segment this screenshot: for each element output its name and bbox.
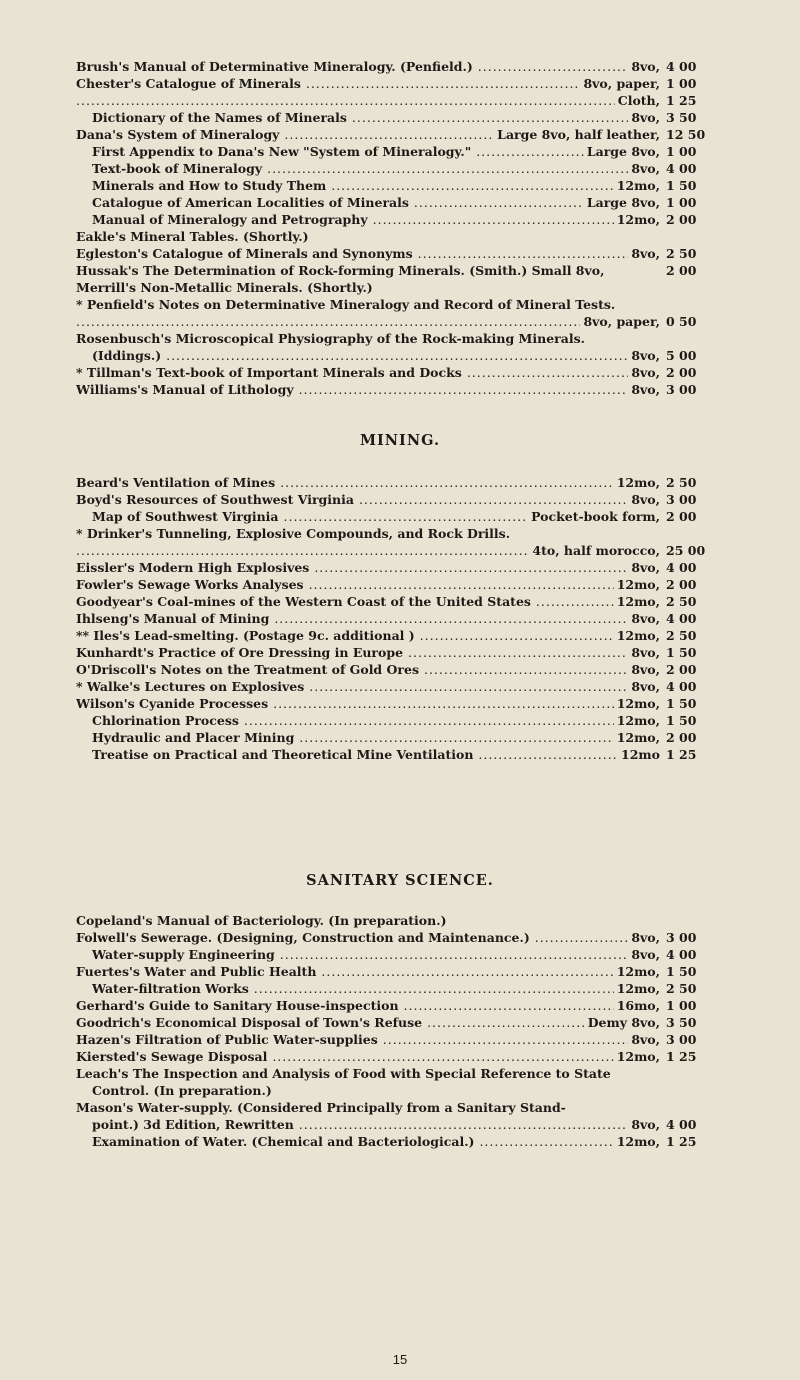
list-item: [76, 347, 728, 364]
entry-tail: [614, 997, 728, 1014]
list-item: [76, 262, 728, 279]
entry-title: Egleston's Catalogue of Minerals and Synonyms .....: [76, 246, 728, 261]
list-item: [76, 963, 728, 980]
entry-title: Dictionary of the Names of Minerals .....: [76, 110, 728, 125]
list-item: [76, 997, 728, 1014]
entry-tail: [585, 1014, 728, 1031]
list-item: [76, 1082, 728, 1099]
entry-price: 1 25: [666, 1134, 697, 1149]
entry-format: 12mo,: [616, 981, 660, 996]
entry-title: Beard's Ventilation of Mines .....: [76, 475, 728, 490]
entry-price: 1 25: [666, 93, 697, 108]
list-item: [76, 211, 728, 228]
entry-tail: [628, 160, 728, 177]
entry-price: 1 25: [666, 1049, 697, 1064]
entry-format: 12mo,: [616, 730, 660, 745]
entry-title: Folwell's Sewerage. (Designing, Construction and Maintenance.) .....: [76, 930, 728, 945]
entry-tail: [614, 963, 728, 980]
entry-tail: [584, 194, 728, 211]
entry-tail: [628, 559, 728, 576]
entry-format: 8vo,: [631, 611, 660, 626]
entry-title: Merrill's Non-Metallic Minerals. (Shortly.): [76, 280, 373, 295]
entry-title: O'Driscoll's Notes on the Treatment of Gold Ores .....: [76, 662, 728, 677]
entry-price: 2 50: [666, 628, 697, 643]
mining-list: [76, 474, 728, 763]
entry-tail: [628, 1031, 728, 1048]
entry-format: 8vo,: [631, 560, 660, 575]
entry-format: 8vo,: [631, 930, 660, 945]
entry-title: Chester's Catalogue of Minerals .....: [76, 76, 728, 91]
entry-format: 12mo,: [616, 1049, 660, 1064]
list-item: [76, 946, 728, 963]
entry-tail: [614, 729, 728, 746]
entry-format: 16mo,: [616, 998, 660, 1013]
list-item: [76, 912, 728, 929]
page-number: 15: [392, 1352, 408, 1367]
entry-format: 8vo, paper,: [583, 76, 660, 91]
list-item: [76, 381, 728, 398]
entry-format: 12mo,: [616, 178, 660, 193]
entry-format: Large 8vo, half leather,: [497, 127, 660, 142]
list-item: [76, 508, 728, 525]
entry-tail: [614, 1133, 728, 1150]
entry-price: 3 00: [666, 1032, 697, 1047]
list-item: [76, 58, 728, 75]
entry-tail: [614, 627, 728, 644]
list-item: [76, 593, 728, 610]
entry-price: 3 00: [666, 492, 697, 507]
entry-format: 12mo,: [616, 964, 660, 979]
list-item: [76, 610, 728, 627]
entry-tail: [584, 143, 728, 160]
entry-format: 8vo,: [631, 679, 660, 694]
entry-price: 1 00: [666, 76, 697, 91]
entry-format: 8vo,: [631, 110, 660, 125]
entry-format: 8vo,: [631, 365, 660, 380]
mineralogy-list: [76, 58, 728, 398]
entry-title: * Drinker's Tunneling, Explosive Compounds, and Rock Drills.: [76, 526, 511, 541]
entry-price: 25 00: [666, 543, 706, 558]
list-item: [76, 330, 728, 347]
entry-format: 8vo,: [631, 1032, 660, 1047]
entry-price: 4 00: [666, 59, 697, 74]
entry-title: Goodrich's Economical Disposal of Town's Refuse .....: [76, 1015, 728, 1030]
entry-tail: [657, 228, 728, 245]
entry-price: 3 50: [666, 110, 697, 125]
entry-format: 8vo, paper,: [583, 314, 660, 329]
list-item: [76, 542, 728, 559]
entry-tail: [628, 109, 728, 126]
entry-tail: [628, 347, 728, 364]
entry-price: 1 25: [666, 747, 697, 762]
entry-format: 8vo,: [631, 662, 660, 677]
entry-title: point.) 3d Edition, Rewritten .....: [76, 1117, 728, 1132]
entry-tail: [614, 712, 728, 729]
entry-title: Water-filtration Works .....: [76, 981, 728, 996]
entry-title: Manual of Mineralogy and Petrography .....: [76, 212, 728, 227]
entry-format: Pocket-book form,: [531, 509, 660, 524]
entry-tail: [614, 576, 728, 593]
entry-tail: [628, 946, 728, 963]
entry-tail: [614, 177, 728, 194]
entry-price: 2 00: [666, 509, 697, 524]
entry-tail: [614, 1048, 728, 1065]
entry-title: Mason's Water-supply. (Considered Principally from a Sanitary Stand-: [76, 1100, 566, 1115]
entry-tail: [657, 912, 728, 929]
entry-tail: [580, 75, 728, 92]
list-item: [76, 75, 728, 92]
entry-format: 12mo,: [616, 577, 660, 592]
entry-price: 1 50: [666, 713, 697, 728]
entry-tail: [657, 1082, 728, 1099]
entry-format: 12mo,: [616, 212, 660, 227]
entry-price: 1 50: [666, 645, 697, 660]
entry-price: 3 00: [666, 382, 697, 397]
entry-title: Hazen's Filtration of Public Water-supplies .....: [76, 1032, 728, 1047]
list-item: [76, 474, 728, 491]
entry-title: * Walke's Lectures on Explosives .....: [76, 679, 728, 694]
entry-price: 4 00: [666, 947, 697, 962]
entry-title: Williams's Manual of Lithology .....: [76, 382, 728, 397]
entry-format: 12mo,: [616, 1134, 660, 1149]
list-item: [76, 661, 728, 678]
list-item: [76, 980, 728, 997]
entry-price: 1 50: [666, 964, 697, 979]
list-item: [76, 1014, 728, 1031]
entry-format: Large 8vo,: [586, 144, 660, 159]
entry-format: Demy 8vo,: [587, 1015, 660, 1030]
entry-price: 1 50: [666, 178, 697, 193]
entry-title: Kiersted's Sewage Disposal .....: [76, 1049, 728, 1064]
entry-tail: [628, 1116, 728, 1133]
list-item: [76, 627, 728, 644]
entry-price: 4 00: [666, 611, 697, 626]
entry-tail: [628, 678, 728, 695]
entry-tail: [614, 474, 728, 491]
entry-tail: [657, 525, 728, 542]
entry-format: Large 8vo,: [586, 195, 660, 210]
entry-format: 8vo,: [631, 246, 660, 261]
entry-title: Copeland's Manual of Bacteriology. (In preparation.): [76, 913, 447, 928]
list-item: [76, 1048, 728, 1065]
section-heading-sanitary-science: SANITARY SCIENCE.: [306, 872, 494, 889]
list-item: [76, 729, 728, 746]
entry-format: 8vo,: [631, 348, 660, 363]
list-item: [76, 491, 728, 508]
entry-tail: [618, 746, 728, 763]
entry-tail: [628, 364, 728, 381]
entry-tail: [628, 610, 728, 627]
entry-tail: [615, 92, 728, 109]
list-item: [76, 245, 728, 262]
entry-tail: [657, 262, 728, 279]
entry-title: Eakle's Mineral Tables. (Shortly.): [76, 229, 309, 244]
list-item: [76, 313, 728, 330]
list-item: [76, 1116, 728, 1133]
entry-title: Eissler's Modern High Explosives .....: [76, 560, 728, 575]
entry-tail: [628, 58, 728, 75]
entry-price: 2 00: [666, 212, 697, 227]
entry-tail: [657, 1065, 728, 1082]
entry-tail: [529, 542, 728, 559]
entry-tail: [628, 381, 728, 398]
list-item: [76, 296, 728, 313]
entry-title: Water-supply Engineering .....: [76, 947, 728, 962]
entry-title: Catalogue of American Localities of Minerals .....: [76, 195, 728, 210]
entry-title: Hussak's The Determination of Rock-forming Minerals. (Smith.) Small 8vo,: [76, 263, 605, 278]
entry-price: 4 00: [666, 161, 697, 176]
entry-price: 2 50: [666, 246, 697, 261]
entry-format: 8vo,: [631, 1117, 660, 1132]
list-item: [76, 126, 728, 143]
entry-price: 3 00: [666, 930, 697, 945]
entry-title: Dana's System of Mineralogy .....: [76, 127, 728, 142]
entry-title: Rosenbusch's Microscopical Physiography of the Rock-making Minerals.: [76, 331, 586, 346]
list-item: [76, 576, 728, 593]
entry-title: Boyd's Resources of Southwest Virginia .....: [76, 492, 728, 507]
entry-price: 3 50: [666, 1015, 697, 1030]
entry-price: 4 00: [666, 679, 697, 694]
entry-price: 2 50: [666, 475, 697, 490]
entry-tail: [657, 1099, 728, 1116]
list-item: [76, 279, 728, 296]
entry-format: 4to, half morocco,: [532, 543, 660, 558]
entry-tail: [614, 695, 728, 712]
list-item: [76, 194, 728, 211]
list-item: [76, 364, 728, 381]
entry-price: 0 50: [666, 314, 697, 329]
entry-title: Fowler's Sewage Works Analyses .....: [76, 577, 728, 592]
entry-format: Cloth,: [617, 93, 660, 108]
list-item: [76, 109, 728, 126]
entry-tail: [614, 980, 728, 997]
entry-title: Treatise on Practical and Theoretical Mine Ventilation .....: [76, 747, 728, 762]
entry-price: 4 00: [666, 1117, 697, 1132]
entry-format: 12mo,: [616, 594, 660, 609]
entry-price: 1 00: [666, 998, 697, 1013]
entry-tail: [628, 245, 728, 262]
list-item: [76, 695, 728, 712]
entry-format: 8vo,: [631, 59, 660, 74]
entry-title: Text-book of Mineralogy .....: [76, 161, 728, 176]
entry-title: Examination of Water. (Chemical and Bacteriological.) .....: [76, 1134, 728, 1149]
entry-tail: [614, 593, 728, 610]
entry-format: 12mo: [621, 747, 660, 762]
list-item: [76, 929, 728, 946]
entry-title: First Appendix to Dana's New "System of Mineralogy." .....: [76, 144, 728, 159]
list-item: [76, 678, 728, 695]
entry-tail: [628, 491, 728, 508]
entry-tail: [657, 279, 728, 296]
list-item: [76, 177, 728, 194]
entry-price: 2 00: [666, 263, 697, 278]
entry-format: 12mo,: [616, 475, 660, 490]
entry-tail: [494, 126, 728, 143]
entry-title: Wilson's Cyanide Processes .....: [76, 696, 728, 711]
entry-title: Goodyear's Coal-mines of the Western Coast of the United States .....: [76, 594, 728, 609]
entry-title: Brush's Manual of Determinative Mineralogy. (Penfield.) .....: [76, 59, 728, 74]
list-item: [76, 1065, 728, 1082]
entry-price: 2 00: [666, 730, 697, 745]
list-item: [76, 160, 728, 177]
entry-tail: [528, 508, 728, 525]
entry-title: Minerals and How to Study Them .....: [76, 178, 728, 193]
entry-tail: [628, 661, 728, 678]
list-item: [76, 644, 728, 661]
entry-price: 1 00: [666, 144, 697, 159]
list-item: [76, 712, 728, 729]
entry-title: Fuertes's Water and Public Health .....: [76, 964, 728, 979]
entry-price: 1 50: [666, 696, 697, 711]
list-item: [76, 525, 728, 542]
list-item: [76, 1133, 728, 1150]
entry-format: 8vo,: [631, 161, 660, 176]
section-heading-mining: MINING.: [359, 432, 441, 449]
entry-title: Map of Southwest Virginia .....: [76, 509, 728, 524]
entry-price: 2 50: [666, 981, 697, 996]
entry-format: 8vo,: [631, 382, 660, 397]
list-item: [76, 92, 728, 109]
entry-price: 2 00: [666, 577, 697, 592]
entry-format: 8vo,: [631, 645, 660, 660]
entry-title: Chlorination Process .....: [76, 713, 728, 728]
sanitary-science-list: [76, 912, 728, 1150]
entry-title: Leach's The Inspection and Analysis of Food with Special Reference to State: [76, 1066, 611, 1081]
list-item: [76, 1099, 728, 1116]
entry-title: Hydraulic and Placer Mining .....: [76, 730, 728, 745]
list-item: [76, 143, 728, 160]
entry-title: Ihlseng's Manual of Mining .....: [76, 611, 728, 626]
list-item: [76, 746, 728, 763]
list-item: [76, 559, 728, 576]
list-item: [76, 228, 728, 245]
entry-title: Kunhardt's Practice of Ore Dressing in Europe .....: [76, 645, 728, 660]
entry-title: ** Iles's Lead-smelting. (Postage 9c. additional ) .....: [76, 628, 728, 643]
entry-tail: [657, 330, 728, 347]
entry-format: 12mo,: [616, 628, 660, 643]
entry-price: 5 00: [666, 348, 697, 363]
entry-price: 4 00: [666, 560, 697, 575]
entry-tail: [614, 211, 728, 228]
entry-format: 8vo,: [631, 492, 660, 507]
entry-price: 12 50: [666, 127, 706, 142]
entry-format: 8vo,: [631, 947, 660, 962]
entry-price: 2 50: [666, 594, 697, 609]
list-item: [76, 1031, 728, 1048]
entry-title: * Tillman's Text-book of Important Minerals and Docks .....: [76, 365, 728, 380]
entry-tail: [628, 929, 728, 946]
entry-price: 1 00: [666, 195, 697, 210]
entry-title: (Iddings.) .....: [76, 348, 728, 363]
entry-title: Gerhard's Guide to Sanitary House-inspection .....: [76, 998, 728, 1013]
entry-tail: [580, 313, 728, 330]
entry-price: 2 00: [666, 662, 697, 677]
entry-format: 12mo,: [616, 696, 660, 711]
entry-tail: [628, 644, 728, 661]
entry-price: 2 00: [666, 365, 697, 380]
entry-tail: [657, 296, 728, 313]
entry-format: 12mo,: [616, 713, 660, 728]
entry-title: * Penfield's Notes on Determinative Mineralogy and Record of Mineral Tests.: [76, 297, 616, 312]
entry-title: Control. (In preparation.): [92, 1083, 272, 1098]
